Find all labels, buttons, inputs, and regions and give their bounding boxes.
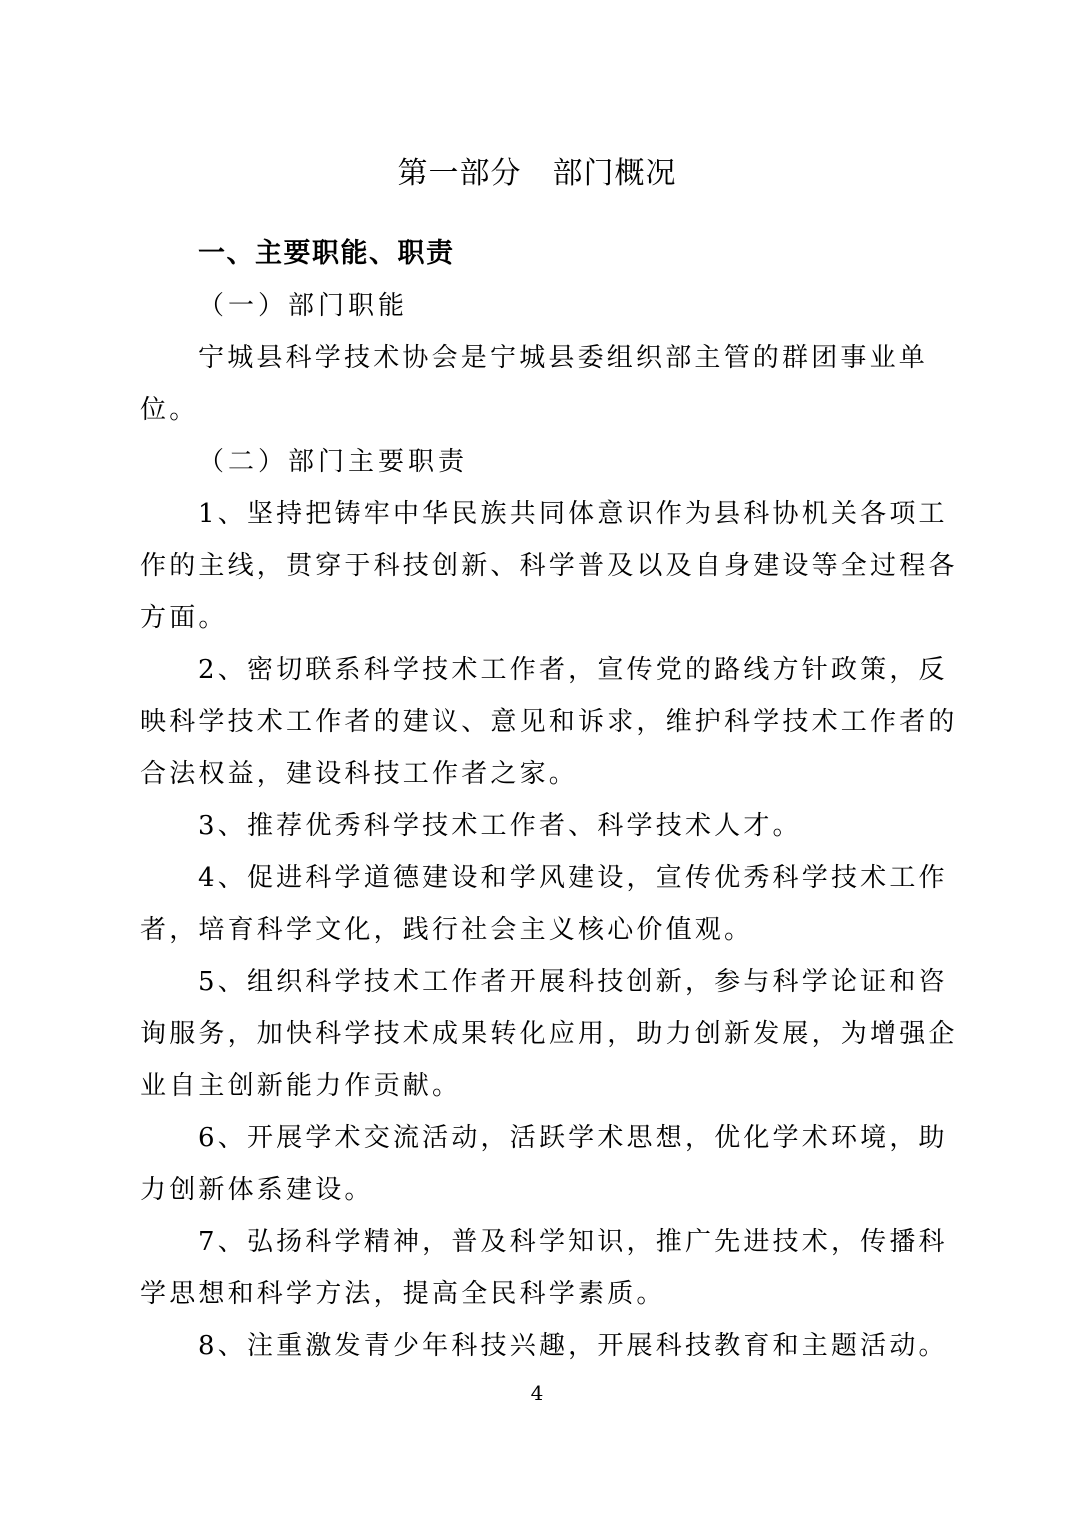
page-number: 4: [530, 1381, 544, 1405]
part-title: 第一部分 部门概况: [397, 156, 677, 191]
list-item-line: 学思想和科学方法，提高全民科学素质。: [140, 1279, 666, 1309]
section-heading: 一、主要职能、职责: [198, 238, 455, 269]
subsection-heading-functions: （一）部门职能: [198, 291, 409, 321]
subsection-heading-duties: （二）部门主要职责: [198, 447, 469, 477]
paragraph-line: 宁城县科学技术协会是宁城县委组织部主管的群团事业单: [198, 343, 929, 373]
list-item-line: 2、密切联系科学技术工作者，宣传党的路线方针政策，反: [198, 655, 948, 685]
list-item-line: 询服务，加快科学技术成果转化应用，助力创新发展，为增强企: [140, 1019, 958, 1049]
list-item-line: 1、坚持把铸牢中华民族共同体意识作为县科协机关各项工: [198, 499, 948, 529]
list-item-line: 6、开展学术交流活动，活跃学术思想，优化学术环境，助: [198, 1123, 948, 1153]
list-item-line: 作的主线，贯穿于科技创新、科学普及以及自身建设等全过程各: [140, 551, 958, 581]
paragraph-line: 位。: [140, 395, 199, 425]
list-item-line: 5、组织科学技术工作者开展科技创新，参与科学论证和咨: [198, 967, 948, 997]
list-item-line: 映科学技术工作者的建议、意见和诉求，维护科学技术工作者的: [140, 707, 958, 737]
list-item-line: 者，培育科学文化，践行社会主义核心价值观。: [140, 915, 754, 945]
list-item-line: 4、促进科学道德建设和学风建设，宣传优秀科学技术工作: [198, 863, 948, 893]
list-item-line: 力创新体系建设。: [140, 1175, 374, 1205]
list-item-line: 7、弘扬科学精神，普及科学知识，推广先进技术，传播科: [198, 1227, 948, 1257]
list-item-line: 业自主创新能力作贡献。: [140, 1071, 462, 1101]
list-item-line: 3、推荐优秀科学技术工作者、科学技术人才。: [198, 811, 802, 841]
list-item-line: 合法权益，建设科技工作者之家。: [140, 759, 579, 789]
list-item-line: 方面。: [140, 603, 228, 633]
list-item-line: 8、注重激发青少年科技兴趣，开展科技教育和主题活动。: [198, 1331, 948, 1361]
